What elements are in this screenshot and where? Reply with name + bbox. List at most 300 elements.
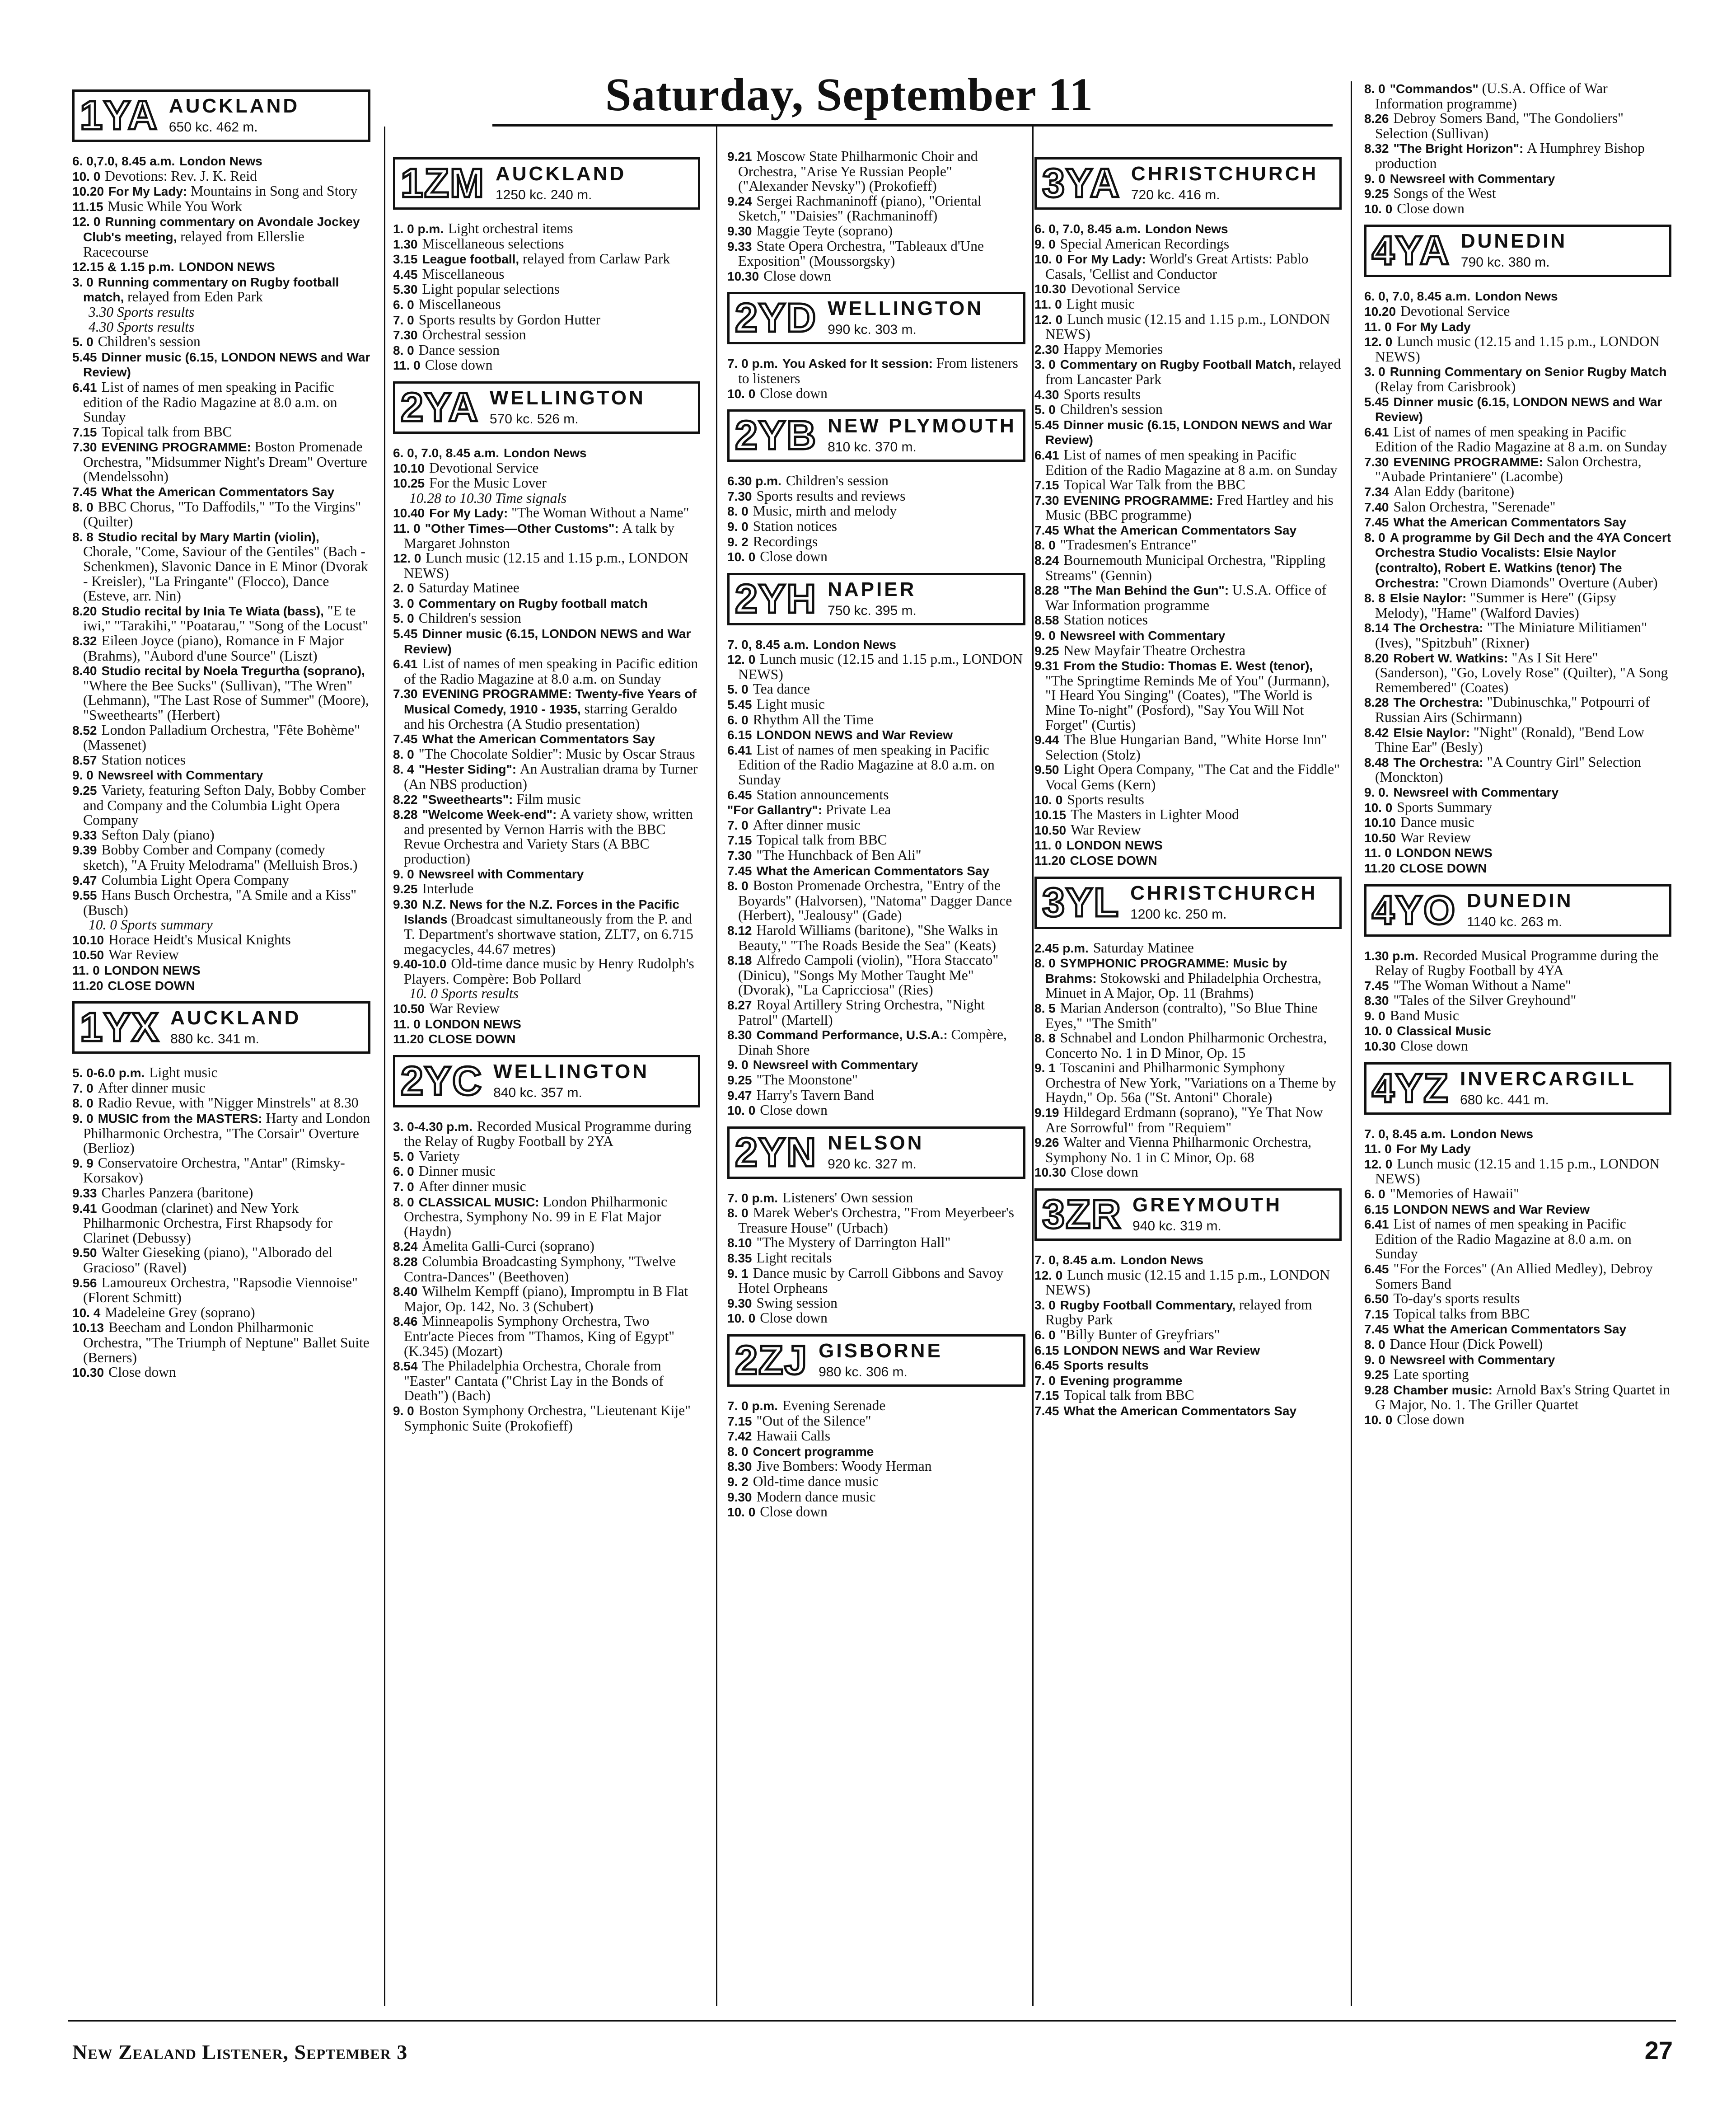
programme-time: 10.30 xyxy=(1034,1165,1067,1180)
station-callsign: 2ZJ xyxy=(735,1338,808,1384)
station-frequency: 1200 kc. 250 m. xyxy=(1130,906,1227,922)
programme-time: 3. 0 xyxy=(1034,357,1056,372)
programme-text: Light music xyxy=(149,1065,218,1081)
programme-text: War Review xyxy=(429,1000,500,1016)
programme-time: 12. 0 xyxy=(1364,335,1393,349)
programme-item xyxy=(393,1149,700,1164)
programme-item xyxy=(393,1359,700,1403)
programme-item xyxy=(393,491,700,506)
programme-time: 8. 0 xyxy=(393,1195,414,1209)
programme-time: 7.40 xyxy=(1364,500,1389,514)
station-callsign: 2YH xyxy=(735,576,817,622)
column-5 xyxy=(1364,81,1671,1428)
programme-time: 7.30 xyxy=(393,328,418,342)
programme-time: 9.25 xyxy=(1364,187,1389,201)
programme-text: Alan Eddy (baritone) xyxy=(1393,483,1515,500)
programme-time: 1.30 p.m. xyxy=(1364,948,1418,963)
programme-item xyxy=(72,1156,370,1186)
programme-time: 6. 0 xyxy=(727,713,749,727)
programme-text: Schnabel and London Philharmonic Orchestra, Concerto No. 1 in D Minor, Op. 15 xyxy=(1045,1030,1327,1061)
programme-item xyxy=(727,239,1025,269)
programme-text: Interlude xyxy=(422,881,474,897)
programme-text: Royal Artillery String Orchestra, "Night Patrol" (Martell) xyxy=(738,996,985,1028)
programme-text: Bournemouth Municipal Orchestra, "Rippling Streams" (Gennin) xyxy=(1045,552,1326,583)
programme-time: 10.40 xyxy=(393,506,425,521)
programme-item xyxy=(72,843,370,873)
programme-time: 9.19 xyxy=(1034,1106,1059,1120)
programme-item xyxy=(1364,1322,1671,1337)
programme-item xyxy=(1034,357,1342,387)
programme-text: Columbia Light Opera Company xyxy=(101,872,290,888)
programme-item xyxy=(1364,830,1671,846)
station-city: WELLINGTON xyxy=(828,297,984,320)
programme-text: Sports results by Gordon Hutter xyxy=(418,311,601,328)
programme-item xyxy=(72,169,370,184)
programme-item xyxy=(1034,237,1342,252)
programme-text: (Broadcast simultaneously from the P. and T. Department's shortwave station, ZLT7, on 6.715 megacycles, 44.67 metres) xyxy=(404,911,693,957)
programme-highlight: Elsie Naylor: xyxy=(1393,725,1474,740)
programme-time: 8.10 xyxy=(727,1236,752,1250)
programme-text: Old-time dance music by Henry Rudolph's Players. Compère: Bob Pollard xyxy=(404,956,694,987)
programme-time: 9.44 xyxy=(1034,733,1059,747)
programme-time: 5. 0 xyxy=(393,1149,414,1163)
station-logo-box xyxy=(393,381,700,434)
programme-item xyxy=(393,1195,700,1239)
programme-text: Dance Hour (Dick Powell) xyxy=(1390,1336,1543,1352)
programme-item xyxy=(393,596,700,611)
programme-item xyxy=(1034,402,1342,418)
programme-item xyxy=(1034,448,1342,478)
programme-time: 9.28 xyxy=(1364,1383,1389,1397)
programme-time: 7.15 xyxy=(1364,1307,1389,1321)
programme-item xyxy=(1034,853,1342,868)
programme-text: Lunch music (12.15 and 1.15 p.m., LONDON NEWS) xyxy=(738,651,1023,682)
programme-text: Close down xyxy=(1397,1411,1465,1427)
station-listing xyxy=(1364,884,1671,1054)
programme-item xyxy=(727,863,1025,879)
programme-text: U.S.A. Office of War Information programme xyxy=(1045,582,1327,613)
programme-item xyxy=(1034,628,1342,643)
programme-text: Close down xyxy=(763,267,831,284)
programme-time: 9.47 xyxy=(72,873,97,887)
programme-text: Salon Orchestra, "Aubade Printaniere" (Lacombe) xyxy=(1375,453,1642,485)
programme-text: "Summer is Here" (Gipsy Melody), "Hame" (Walford Davies) xyxy=(1375,590,1617,621)
programme-text: "The Mystery of Darrington Hall" xyxy=(756,1234,951,1251)
programme-item xyxy=(727,489,1025,504)
programme-time: 8.40 xyxy=(393,1285,418,1299)
programme-text: "As I Sit Here" (Sanderson), "Go, Lovely Rose" (Quilter), "A Song Remembered" (Coates) xyxy=(1375,649,1668,695)
programme-highlight: Elsie Naylor: xyxy=(1390,591,1470,605)
programme-item xyxy=(72,484,370,500)
station-city: CHRISTCHURCH xyxy=(1130,882,1318,904)
programme-text: "The Woman Without a Name" xyxy=(1393,977,1571,993)
programme-item xyxy=(1364,651,1671,695)
programme-time: 5.45 xyxy=(393,627,418,641)
programme-text: List of names of men speaking in Pacific Edition of the Radio Magazine at 8.0 a.m. on Sunday xyxy=(738,741,995,788)
column-divider xyxy=(716,127,717,2006)
programme-time: 1. 0 p.m. xyxy=(393,222,444,236)
programme-item xyxy=(727,386,1025,402)
programme-highlight: What the American Commentators Say xyxy=(101,485,335,499)
programme-time: 9.25 xyxy=(1034,643,1059,658)
programme-time: 6.41 xyxy=(727,743,752,757)
programme-item xyxy=(393,476,700,491)
programme-time: 7. 0 p.m. xyxy=(727,1399,778,1413)
programme-text: Debroy Somers Band, "The Gondoliers" Selection (Sullivan) xyxy=(1375,110,1624,141)
programme-text: List of names of men speaking in Pacific edition of the Radio Magazine at 8.0 a.m. on Sunday xyxy=(404,656,698,687)
programme-highlight: CLOSE DOWN xyxy=(108,978,195,993)
station-city: GISBORNE xyxy=(819,1340,943,1362)
programme-item xyxy=(393,1314,700,1359)
programme-time: 9. 0 xyxy=(1364,1352,1385,1367)
programme-text: Close down xyxy=(760,549,828,565)
programme-item xyxy=(72,768,370,783)
programme-item xyxy=(727,998,1025,1027)
programme-time: 9. 0 xyxy=(72,1112,94,1126)
programme-text: List of names of men speaking in Pacific Edition of the Radio Magazine at 8 a.m. on Sunday xyxy=(1045,446,1338,478)
programme-text: Harry's Tavern Band xyxy=(756,1087,874,1103)
programme-item xyxy=(72,425,370,440)
station-city: AUCKLAND xyxy=(168,95,300,117)
station-logo-box xyxy=(1364,225,1671,277)
programme-item xyxy=(72,350,370,380)
programme-item xyxy=(1034,1268,1342,1298)
programme-list xyxy=(727,1191,1025,1326)
programme-item xyxy=(72,1111,370,1156)
programme-item xyxy=(72,334,370,350)
programme-item xyxy=(72,380,370,425)
programme-time: 8. 5 xyxy=(1034,1001,1056,1015)
programme-text: For the Music Lover xyxy=(429,475,547,491)
station-listing xyxy=(727,149,1025,284)
programme-highlight: The Orchestra: xyxy=(1393,621,1487,635)
station-city: AUCKLAND xyxy=(496,163,627,185)
programme-text: "Tradesmen's Entrance" xyxy=(1060,537,1197,553)
programme-item xyxy=(393,626,700,657)
programme-item xyxy=(1364,1367,1671,1383)
programme-item xyxy=(72,1320,370,1365)
programme-time: 11. 0 xyxy=(1034,838,1062,853)
programme-time: 8. 0 xyxy=(727,1206,749,1220)
station-frequency: 680 kc. 441 m. xyxy=(1460,1092,1549,1107)
programme-text: Close down xyxy=(760,1504,828,1520)
programme-text: Station announcements xyxy=(756,786,889,802)
programme-time: 9.25 xyxy=(727,1073,752,1087)
programme-text: Light popular selections xyxy=(422,281,560,297)
programme-item xyxy=(1364,1262,1671,1291)
programme-time: 6. 0, 7.0, 8.45 a.m. xyxy=(1034,222,1141,236)
programme-highlight: Newsreel with Commentary xyxy=(1393,785,1559,799)
programme-text: Close down xyxy=(760,1310,828,1326)
programme-item xyxy=(727,878,1025,923)
programme-time: 7.45 xyxy=(1364,1322,1389,1337)
programme-text: 10.28 to 10.30 Time signals xyxy=(409,490,567,506)
programme-time: 10.50 xyxy=(393,1001,425,1016)
programme-highlight: League football, xyxy=(422,252,523,267)
programme-item xyxy=(727,1073,1025,1088)
programme-item xyxy=(727,953,1025,998)
programme-text: Variety, featuring Sefton Daly, Bobby Comber and Company and the Columbia Light Opera Company xyxy=(83,782,366,828)
programme-text: Special American Recordings xyxy=(1060,235,1230,252)
programme-text: Maggie Teyte (soprano) xyxy=(756,222,893,239)
programme-item xyxy=(1034,643,1342,659)
programme-item xyxy=(1034,418,1342,448)
programme-text: Jive Bombers: Woody Herman xyxy=(756,1458,932,1474)
programme-text: Music, mirth and melody xyxy=(753,503,897,519)
programme-item xyxy=(1034,732,1342,762)
programme-time: 11. 0 xyxy=(1034,297,1062,311)
programme-time: 3. 0-4.30 p.m. xyxy=(393,1119,473,1134)
programme-time: 8.14 xyxy=(1364,621,1389,635)
station-callsign: 1YA xyxy=(80,93,158,138)
programme-highlight: Running commentary on Avondale Jockey Club's meeting, xyxy=(83,215,360,244)
programme-highlight: Running Commentary on Senior Rugby Match xyxy=(1390,365,1667,379)
station-callsign: 3ZR xyxy=(1042,1192,1122,1238)
programme-time: 9. 0 xyxy=(72,768,94,783)
programme-text: Alfredo Campoli (violin), "Hora Staccato" (Dinicu), "Songs My Mother Taught Me" (Dvorak), "La Capricciosa" (Ries) xyxy=(738,952,999,998)
programme-item xyxy=(72,633,370,663)
programme-item xyxy=(1034,941,1342,956)
programme-text: (U.S.A. Office of War Information programme) xyxy=(1375,80,1608,112)
programme-item xyxy=(727,519,1025,535)
programme-highlight: MUSIC from the MASTERS: xyxy=(98,1112,266,1126)
programme-highlight: Evening programme xyxy=(1060,1373,1183,1388)
programme-text: Station notices xyxy=(753,518,838,534)
programme-item xyxy=(393,1032,700,1047)
programme-text: "Memories of Hawaii" xyxy=(1390,1186,1520,1202)
station-logo-box xyxy=(72,89,370,142)
programme-text: starring Geraldo and his Orchestra (A Studio presentation) xyxy=(404,701,678,732)
programme-item xyxy=(1034,538,1342,553)
programme-text: Amelita Galli-Curci (soprano) xyxy=(422,1238,594,1254)
programme-item xyxy=(72,199,370,215)
programme-text: Dance session xyxy=(418,342,500,358)
programme-highlight: LONDON NEWS xyxy=(104,963,201,978)
programme-item xyxy=(1364,1383,1671,1412)
programme-item xyxy=(1364,81,1671,111)
programme-item xyxy=(393,732,700,747)
programme-text: Salon Orchestra, "Serenade" xyxy=(1393,498,1556,515)
programme-text: Late sporting xyxy=(1393,1366,1469,1383)
programme-item xyxy=(1034,1253,1342,1268)
station-logo-box xyxy=(727,292,1025,344)
programme-item xyxy=(727,1088,1025,1103)
programme-time: 10.10 xyxy=(72,933,104,947)
programme-item xyxy=(393,551,700,581)
programme-item xyxy=(72,1186,370,1201)
programme-text: An Australian drama by Turner (An NBS production) xyxy=(404,761,698,792)
programme-item xyxy=(1034,523,1342,538)
programme-item xyxy=(1034,823,1342,838)
programme-item xyxy=(72,723,370,753)
programme-text: Moscow State Philharmonic Choir and Orchestra, "Arise Ye Russian People" ("Alexander Nevsky") (Prokofieff) xyxy=(738,148,978,194)
programme-item xyxy=(393,1119,700,1149)
programme-time: 8.48 xyxy=(1364,755,1389,769)
programme-time: 8.46 xyxy=(393,1314,418,1329)
programme-highlight: What the American Commentators Say xyxy=(422,732,655,746)
station-city: WELLINGTON xyxy=(489,386,646,409)
programme-text: Madeleine Grey (soprano) xyxy=(105,1304,255,1320)
programme-time: 5.30 xyxy=(393,282,418,297)
programme-text: "E te iwi," "Tarakihi," "Poatarau," "Song of the Locust" xyxy=(83,602,369,634)
programme-item xyxy=(1034,1031,1342,1060)
programme-item xyxy=(1034,838,1342,853)
programme-text: Bobby Comber and Company (comedy sketch), "A Fruity Melodrama" (Melluish Bros.) xyxy=(83,842,358,873)
programme-text: Happy Memories xyxy=(1063,341,1163,357)
programme-highlight: "The Man Behind the Gun": xyxy=(1063,583,1232,598)
station-callsign: 2YC xyxy=(401,1058,483,1104)
programme-item xyxy=(727,1429,1025,1444)
programme-text: World's Great Artists: Pablo Casals, 'Cellist and Conductor xyxy=(1045,251,1309,282)
station-listing xyxy=(727,292,1025,401)
programme-text: relayed from Carlaw Park xyxy=(522,251,670,267)
programme-time: 7.45 xyxy=(1034,523,1059,537)
programme-highlight: LONDON NEWS xyxy=(1396,846,1493,860)
programme-time: 10.10 xyxy=(1364,816,1396,830)
station-logo-box xyxy=(1364,884,1671,937)
programme-highlight: Studio recital by Inia Te Wiata (bass), xyxy=(101,604,328,618)
programme-item xyxy=(393,1017,700,1032)
programme-time: 6.45 xyxy=(1364,1262,1389,1276)
programme-text: Miscellaneous xyxy=(422,266,505,282)
programme-text: Walter and Vienna Philharmonic Orchestra, Symphony No. 1 in C Minor, Op. 68 xyxy=(1045,1134,1312,1165)
station-listing xyxy=(727,573,1025,1118)
programme-item xyxy=(1364,515,1671,530)
programme-highlight: "Other Times—Other Customs": xyxy=(425,521,622,535)
programme-time: 9. 0 xyxy=(1364,1009,1385,1023)
programme-time: 2.45 p.m. xyxy=(1034,941,1089,955)
station-listing xyxy=(727,409,1025,565)
programme-highlight: Studio recital by Mary Martin (violin), xyxy=(98,530,319,544)
programme-time: 6.41 xyxy=(1034,448,1059,462)
programme-time: 9.56 xyxy=(72,1276,97,1290)
programme-text: Light Opera Company, "The Cat and the Fiddle" Vocal Gems (Kern) xyxy=(1045,761,1340,793)
programme-text: Harty and London Philharmonic Orchestra, "The Corsair" Overture (Berlioz) xyxy=(83,1110,370,1156)
programme-highlight: Concert programme xyxy=(753,1444,874,1459)
programme-time: 8.22 xyxy=(393,792,418,807)
programme-time: 8.27 xyxy=(727,998,752,1012)
programme-time: 9. 0 xyxy=(727,519,749,534)
programme-text: The Blue Hungarian Band, "White Horse Inn" Selection (Stolz) xyxy=(1045,732,1327,763)
station-frequency: 980 kc. 306 m. xyxy=(819,1365,908,1380)
programme-text: Goodman (clarinet) and New York Philharmonic Orchestra, First Rhapsody for Clarinet (Debussy) xyxy=(83,1200,333,1246)
programme-list xyxy=(1034,941,1342,1181)
programme-time: 8.18 xyxy=(727,953,752,968)
programme-item xyxy=(1364,455,1671,484)
programme-item xyxy=(1364,978,1671,994)
programme-time: 12. 0 xyxy=(1034,312,1063,327)
programme-time: 10.50 xyxy=(72,948,104,962)
programme-time: 10. 0 xyxy=(72,169,101,183)
programme-highlight: Newsreel with Commentary xyxy=(418,867,584,881)
programme-time: 10. 0 xyxy=(1364,202,1393,216)
programme-time: 7.42 xyxy=(727,1429,752,1444)
programme-time: 3. 0 xyxy=(1364,365,1385,379)
programme-item xyxy=(1034,1298,1342,1328)
programme-text: Rhythm All the Time xyxy=(753,711,874,727)
programme-item xyxy=(72,320,370,335)
programme-time: 3. 0 xyxy=(72,275,94,289)
programme-highlight: EVENING PROGRAMME: xyxy=(1063,493,1217,507)
page-number: 27 xyxy=(1644,2036,1673,2064)
programme-text: Devotional Service xyxy=(1400,303,1510,319)
programme-time: 8.12 xyxy=(727,923,752,938)
programme-text: Children's session xyxy=(418,610,521,626)
programme-time: 7. 0 xyxy=(393,313,414,327)
station-callsign: 4YO xyxy=(1372,887,1456,933)
programme-highlight: Dinner music (6.15, LONDON NEWS and War Review) xyxy=(83,350,370,380)
programme-item xyxy=(727,1191,1025,1206)
programme-text: "Billy Bunter of Greyfriars" xyxy=(1060,1327,1220,1342)
programme-time: 11. 0 xyxy=(1364,319,1392,334)
programme-item xyxy=(1034,1343,1342,1358)
programme-item xyxy=(1364,289,1671,304)
programme-item xyxy=(72,1245,370,1275)
programme-item xyxy=(1364,725,1671,755)
programme-text: 4.30 Sports results xyxy=(89,319,195,335)
programme-item xyxy=(1364,1126,1671,1142)
programme-item xyxy=(1364,1187,1671,1202)
programme-text: Chorale, "Come, Saviour of the Gentiles" (Bach - Schenkmen), Slavonic Dance in E Minor (Dvorak - Kreisler), "La Fringante" (Flocco), Dance (Esteve, arr. Nin) xyxy=(83,544,368,604)
programme-text: Tea dance xyxy=(753,681,810,697)
programme-highlight: "For Gallantry": xyxy=(727,803,826,817)
programme-time: 6. 0 xyxy=(393,1164,414,1179)
programme-item xyxy=(1034,1105,1342,1135)
programme-text: Lunch music (12.15 and 1.15 p.m., LONDON NEWS) xyxy=(1375,333,1660,365)
programme-item xyxy=(1364,800,1671,816)
programme-text: Hildegard Erdmann (soprano), "Ye That Now Are Sorrowful" from "Requiem" xyxy=(1045,1104,1323,1135)
programme-time: 6.41 xyxy=(1364,425,1389,439)
programme-time: 1.30 xyxy=(393,237,418,251)
programme-time: 10.30 xyxy=(72,1365,104,1380)
programme-item xyxy=(1034,1358,1342,1373)
programme-highlight: What the American Commentators Say xyxy=(1063,523,1297,537)
programme-item xyxy=(393,1254,700,1284)
programme-text: Sports results and reviews xyxy=(756,488,906,504)
programme-time: 11.20 xyxy=(393,1032,424,1046)
programme-text: State Opera Orchestra, "Tableaux d'Une Exposition" (Moussorgsky) xyxy=(738,238,984,269)
programme-item xyxy=(1364,304,1671,319)
programme-time: 7. 0 p.m. xyxy=(727,1191,778,1205)
programme-time: 9.31 xyxy=(1034,659,1059,673)
programme-list xyxy=(72,1065,370,1380)
programme-time: 9.25 xyxy=(1364,1368,1389,1382)
programme-item xyxy=(1364,394,1671,425)
programme-highlight: CLOSE DOWN xyxy=(1399,861,1487,875)
programme-item xyxy=(393,686,700,732)
programme-time: 8. 8 xyxy=(1034,1031,1056,1046)
programme-highlight: "Commandos" xyxy=(1390,82,1482,96)
station-listing xyxy=(72,89,370,993)
programme-time: 8.42 xyxy=(1364,725,1389,740)
programme-time: 8.24 xyxy=(393,1239,418,1254)
programme-item xyxy=(727,1103,1025,1118)
programme-highlight: "The Bright Horizon": xyxy=(1393,141,1527,156)
programme-item xyxy=(393,237,700,252)
programme-highlight: Dinner music (6.15, LONDON NEWS and War Review) xyxy=(1045,418,1333,447)
programme-text: Dance music xyxy=(1400,814,1474,830)
station-listing xyxy=(1364,225,1671,876)
programme-time: 7.30 xyxy=(72,440,97,455)
station-city: DUNEDIN xyxy=(1467,889,1573,912)
programme-item xyxy=(727,727,1025,743)
programme-time: 8. 0 xyxy=(727,1444,749,1459)
programme-text: Variety xyxy=(418,1148,460,1164)
programme-text: Minneapolis Symphony Orchestra, Two Entr'acte Pieces from "Thamos, King of Egypt" (K.345) (Mozart) xyxy=(404,1313,675,1359)
programme-item xyxy=(727,1266,1025,1296)
programme-time: 3. 0 xyxy=(393,596,414,610)
programme-highlight: London News xyxy=(179,154,262,168)
